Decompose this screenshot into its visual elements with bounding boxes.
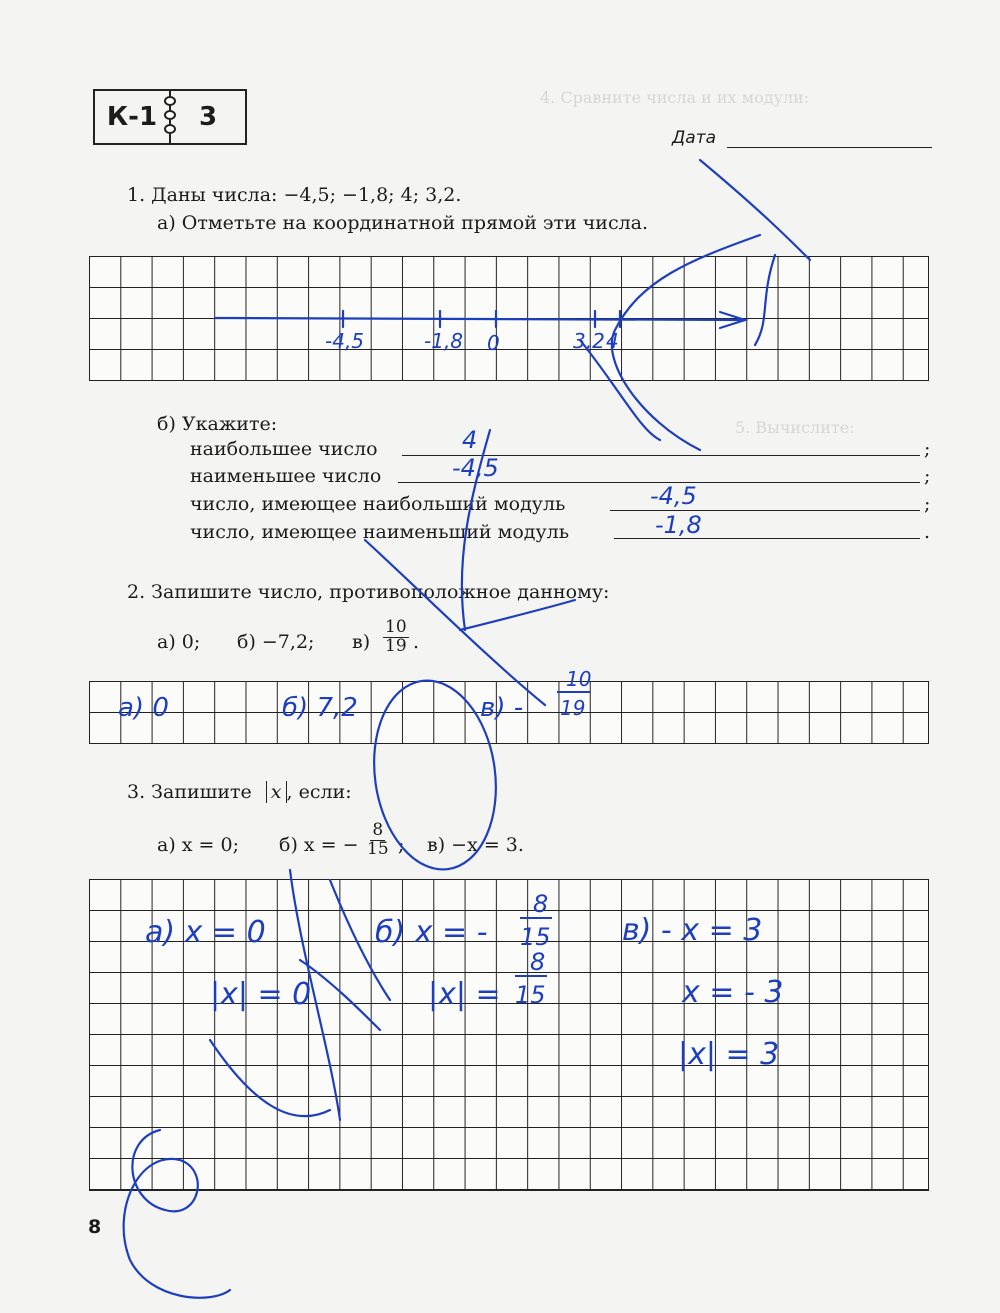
handwritten-fraction-numerator: 8 [530, 948, 546, 976]
number-line-label: 3,2 [573, 329, 605, 353]
handwritten-answer: |x| = 0 [210, 977, 312, 1012]
handwritten-answer: в) - [480, 693, 524, 723]
answer-row-end: ; [924, 465, 931, 487]
task3-option-c: в) −x = 3. [427, 834, 524, 856]
answer-row-label: число, имеющее наибольший модуль [190, 493, 566, 515]
task2-option-c: в) [352, 631, 371, 653]
fraction-denominator: 15 [367, 838, 389, 859]
handwritten-answer: -4,5 [650, 482, 697, 510]
grade-mark-e [124, 1130, 230, 1298]
task1-part-b: б) Укажите: [157, 413, 278, 435]
number-line-label: -4,5 [325, 329, 365, 353]
task1-part-a: а) Отметьте на координатной прямой эти числа. [157, 212, 649, 234]
task3-title-suffix: , если: [286, 781, 352, 803]
handwritten-answer: б) x = - [375, 915, 488, 950]
handwritten-fraction-denominator: 19 [560, 696, 586, 720]
abs-value-expression: x [266, 781, 287, 803]
task1-title: 1. Даны числа: −4,5; −1,8; 4; 3,2. [127, 184, 462, 206]
handwritten-answer: |x| = [428, 977, 501, 1012]
handwritten-answer: 4 [462, 426, 478, 454]
variant-number: 3 [198, 102, 218, 132]
handwritten-answer: -4,5 [452, 454, 499, 482]
answer-row-label: наименьшее число [190, 465, 382, 487]
test-code: К-1 [95, 91, 171, 143]
task3-option-a: а) x = 0; [157, 834, 239, 856]
show-through-text: 4. Сравните числа и их модули: [540, 88, 810, 107]
handwritten-answer: -1,8 [655, 511, 702, 539]
task3-fraction-end: ; [398, 834, 405, 856]
handwritten-answer: x = - 3 [682, 975, 784, 1010]
answer-row-end: ; [924, 438, 931, 460]
task3-title-text: 3. Запишите [127, 781, 252, 803]
number-line-label: 0 [487, 331, 500, 355]
handwritten-answer: б) 7,2 [282, 693, 358, 723]
number-line-label: 4 [606, 329, 619, 353]
fraction-numerator: 10 [385, 617, 407, 637]
fraction-numerator: 8 [372, 820, 384, 840]
handwritten-fraction-denominator: 15 [515, 981, 546, 1009]
date-label: Дата [672, 128, 717, 148]
handwritten-answer: а) 0 [118, 693, 169, 723]
page-number: 8 [88, 1216, 102, 1238]
handwritten-answer: |x| = 3 [678, 1037, 780, 1072]
task2-fraction-end: . [413, 631, 420, 653]
fraction-denominator: 19 [385, 635, 407, 656]
handwritten-fraction-denominator: 15 [520, 923, 551, 951]
show-through-text-2: 5. Вычислите: [735, 418, 855, 437]
number-line-label: -1,8 [424, 329, 464, 353]
task2-option-a: а) 0; [157, 631, 201, 653]
number-line-axis [215, 318, 745, 320]
handwritten-fraction-numerator: 10 [566, 667, 592, 691]
answer-row-label: число, имеющее наименьший модуль [190, 521, 570, 543]
grade-mark-five [580, 160, 810, 450]
handwritten-fraction-numerator: 8 [533, 890, 549, 918]
task2-option-b: б) −7,2; [237, 631, 315, 653]
task2-title: 2. Запишите число, противоположное данному: [127, 581, 610, 603]
answer-row-end: ; [924, 493, 931, 515]
handwritten-answer: в) - x = 3 [622, 913, 763, 948]
task3-option-b: б) x = − [279, 834, 359, 856]
answer-row-end: . [924, 521, 931, 543]
handwritten-answer: а) x = 0 [145, 915, 266, 950]
answer-row-label: наибольшее число [190, 438, 378, 460]
